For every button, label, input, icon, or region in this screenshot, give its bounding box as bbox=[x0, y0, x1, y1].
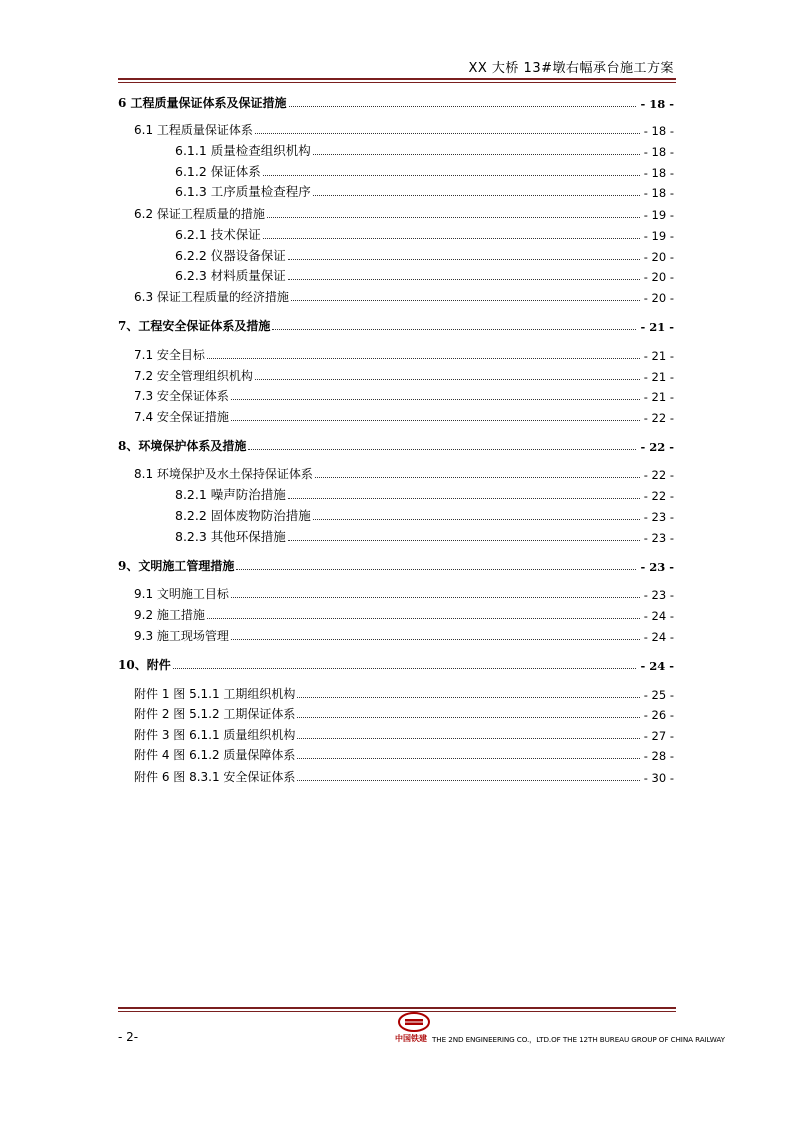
toc-entry-label: 附件 2 图 5.1.2 工期保证体系 bbox=[134, 707, 296, 721]
toc-entry-page: - 18 - bbox=[640, 97, 674, 111]
toc-leader-dots bbox=[231, 420, 640, 421]
toc-leader-dots bbox=[288, 279, 640, 280]
toc-entry[interactable] bbox=[118, 584, 674, 602]
toc-entry[interactable] bbox=[118, 120, 674, 138]
company-logo-icon bbox=[397, 1011, 431, 1033]
toc-entry-page: - 23 - bbox=[640, 560, 674, 574]
toc-entry-label: 9.2 施工措施 bbox=[134, 608, 205, 622]
toc-leader-dots bbox=[255, 133, 640, 134]
toc-entry-label: 8.2.2 固体废物防治措施 bbox=[175, 508, 311, 523]
toc-entry[interactable] bbox=[118, 266, 674, 284]
toc-entry-label: 附件 3 图 6.1.1 质量组织机构 bbox=[134, 728, 296, 742]
toc-entry-page: - 22 - bbox=[640, 440, 674, 454]
toc-entry[interactable] bbox=[118, 506, 674, 524]
toc-leader-dots bbox=[272, 329, 636, 330]
toc-entry-label: 6.1.3 工序质量检查程序 bbox=[175, 184, 311, 199]
toc-entry-label: 8.2.3 其他环保措施 bbox=[175, 529, 286, 544]
toc-entry-label: 7.2 安全管理组织机构 bbox=[134, 369, 253, 383]
toc-entry[interactable] bbox=[118, 141, 674, 159]
toc-leader-dots bbox=[288, 498, 640, 499]
toc-entry-label: 6.3 保证工程质量的经济措施 bbox=[134, 290, 289, 304]
toc-entry-page: - 19 - bbox=[643, 208, 674, 222]
toc-entry-page: - 27 - bbox=[643, 729, 674, 743]
toc-entry-label: 7.3 安全保证体系 bbox=[134, 389, 229, 403]
toc-entry-page: - 22 - bbox=[643, 489, 674, 503]
toc-entry[interactable] bbox=[118, 556, 674, 574]
toc-leader-dots bbox=[207, 618, 640, 619]
toc-entry[interactable] bbox=[118, 436, 674, 454]
toc-entry[interactable] bbox=[118, 93, 674, 111]
toc-leader-dots bbox=[207, 358, 640, 359]
toc-leader-dots bbox=[297, 717, 639, 718]
toc-entry[interactable] bbox=[118, 182, 674, 200]
toc-entry-label: 附件 4 图 6.1.2 质量保障体系 bbox=[134, 748, 296, 762]
toc-leader-dots bbox=[236, 569, 636, 570]
toc-entry-page: - 28 - bbox=[643, 749, 674, 763]
toc-entry[interactable] bbox=[118, 527, 674, 545]
toc-leader-dots bbox=[248, 449, 636, 450]
toc-entry-label: 7、工程安全保证体系及措施 bbox=[118, 319, 271, 333]
toc-entry[interactable] bbox=[118, 464, 674, 482]
toc-entry-label: 附件 6 图 8.3.1 安全保证体系 bbox=[134, 770, 296, 784]
toc-leader-dots bbox=[291, 300, 640, 301]
toc-leader-dots bbox=[289, 106, 637, 107]
toc-entry-page: - 21 - bbox=[640, 320, 674, 334]
toc-leader-dots bbox=[288, 540, 640, 541]
toc-entry[interactable] bbox=[118, 366, 674, 384]
document-title: XX 大桥 13#墩右幅承台施工方案 bbox=[468, 61, 674, 76]
toc-leader-dots bbox=[255, 379, 640, 380]
toc-entry-label: 6.1 工程质量保证体系 bbox=[134, 123, 253, 137]
toc-entry[interactable] bbox=[118, 204, 674, 222]
toc-entry[interactable] bbox=[118, 386, 674, 404]
toc-entry-label: 8.2.1 噪声防治措施 bbox=[175, 487, 286, 502]
toc-leader-dots bbox=[231, 597, 640, 598]
toc-leader-dots bbox=[297, 697, 639, 698]
toc-entry-page: - 19 - bbox=[643, 229, 674, 243]
page-number: - 2- bbox=[118, 1030, 139, 1044]
toc-entry[interactable] bbox=[118, 345, 674, 363]
toc-entry-label: 10、附件 bbox=[118, 658, 171, 672]
toc-leader-dots bbox=[173, 668, 637, 669]
toc-entry[interactable] bbox=[118, 287, 674, 305]
toc-entry-label: 6.2 保证工程质量的措施 bbox=[134, 207, 265, 221]
toc-entry-page: - 21 - bbox=[643, 349, 674, 363]
toc-entry[interactable] bbox=[118, 704, 674, 722]
footer-rule bbox=[118, 1007, 676, 1009]
toc-entry-label: 9、文明施工管理措施 bbox=[118, 559, 235, 573]
toc-entry-label: 8、环境保护体系及措施 bbox=[118, 439, 247, 453]
toc-leader-dots bbox=[267, 217, 640, 218]
toc-leader-dots bbox=[231, 639, 640, 640]
toc-entry-page: - 20 - bbox=[643, 250, 674, 264]
toc-entry-page: - 18 - bbox=[643, 145, 674, 159]
toc-entry-page: - 20 - bbox=[643, 291, 674, 305]
toc-entry[interactable] bbox=[118, 485, 674, 503]
toc-leader-dots bbox=[297, 780, 639, 781]
toc-entry-page: - 23 - bbox=[643, 588, 674, 602]
toc-entry-page: - 22 - bbox=[643, 411, 674, 425]
toc-entry[interactable] bbox=[118, 605, 674, 623]
toc-entry-page: - 21 - bbox=[643, 390, 674, 404]
toc-entry-page: - 24 - bbox=[643, 609, 674, 623]
toc-leader-dots bbox=[313, 154, 640, 155]
toc-entry-label: 6.2.1 技术保证 bbox=[175, 227, 261, 242]
toc-entry-page: - 21 - bbox=[643, 370, 674, 384]
toc-entry[interactable] bbox=[118, 316, 674, 334]
toc-leader-dots bbox=[297, 738, 639, 739]
toc-entry-page: - 18 - bbox=[643, 186, 674, 200]
toc-entry-label: 6.2.3 材料质量保证 bbox=[175, 268, 286, 283]
toc-entry-label: 附件 1 图 5.1.1 工期组织机构 bbox=[134, 687, 296, 701]
toc-entry-page: - 22 - bbox=[643, 468, 674, 482]
toc-entry[interactable] bbox=[118, 684, 674, 702]
toc-leader-dots bbox=[231, 399, 640, 400]
toc-entry[interactable] bbox=[118, 655, 674, 673]
toc-entry-label: 6.1.2 保证体系 bbox=[175, 164, 261, 179]
toc-leader-dots bbox=[263, 238, 640, 239]
toc-entry-label: 7.1 安全目标 bbox=[134, 348, 205, 362]
toc-leader-dots bbox=[313, 195, 640, 196]
toc-entry-page: - 23 - bbox=[643, 531, 674, 545]
toc-entry-label: 8.1 环境保护及水土保持保证体系 bbox=[134, 467, 313, 481]
toc-entry-label: 6 工程质量保证体系及保证措施 bbox=[118, 96, 287, 110]
toc-entry-page: - 23 - bbox=[643, 510, 674, 524]
toc-entry-page: - 18 - bbox=[643, 166, 674, 180]
toc-entry-label: 6.1.1 质量检查组织机构 bbox=[175, 143, 311, 158]
toc-entry-label: 9.1 文明施工目标 bbox=[134, 587, 229, 601]
toc-entry-page: - 25 - bbox=[643, 688, 674, 702]
toc-leader-dots bbox=[313, 519, 640, 520]
toc-entry-page: - 26 - bbox=[643, 708, 674, 722]
company-name: THE 2ND ENGINEERING CO.，LTD.OF THE 12TH BUREAU GROUP OF CHINA RAILWAY bbox=[432, 1035, 725, 1044]
toc-leader-dots bbox=[263, 175, 640, 176]
toc-entry-page: - 24 - bbox=[640, 659, 674, 673]
toc-entry-label: 9.3 施工现场管理 bbox=[134, 629, 229, 643]
toc-entry[interactable] bbox=[118, 725, 674, 743]
toc-entry-page: - 30 - bbox=[643, 771, 674, 785]
toc-entry-page: - 20 - bbox=[643, 270, 674, 284]
toc-entry[interactable] bbox=[118, 767, 674, 785]
toc-leader-dots bbox=[297, 758, 639, 759]
toc-entry[interactable] bbox=[118, 225, 674, 243]
toc-entry[interactable] bbox=[118, 162, 674, 180]
toc-entry[interactable] bbox=[118, 745, 674, 763]
toc-leader-dots bbox=[315, 477, 640, 478]
toc-entry-page: - 18 - bbox=[643, 124, 674, 138]
toc-entry[interactable] bbox=[118, 626, 674, 644]
header-rule bbox=[118, 78, 676, 80]
toc-leader-dots bbox=[288, 259, 640, 260]
toc-entry-label: 6.2.2 仪器设备保证 bbox=[175, 248, 286, 263]
toc-entry[interactable] bbox=[118, 246, 674, 264]
toc-entry-label: 7.4 安全保证措施 bbox=[134, 410, 229, 424]
toc-entry[interactable] bbox=[118, 407, 674, 425]
toc-entry-page: - 24 - bbox=[643, 630, 674, 644]
logo-text: 中国铁建 bbox=[395, 1034, 427, 1043]
header-rule-thin bbox=[118, 82, 676, 83]
